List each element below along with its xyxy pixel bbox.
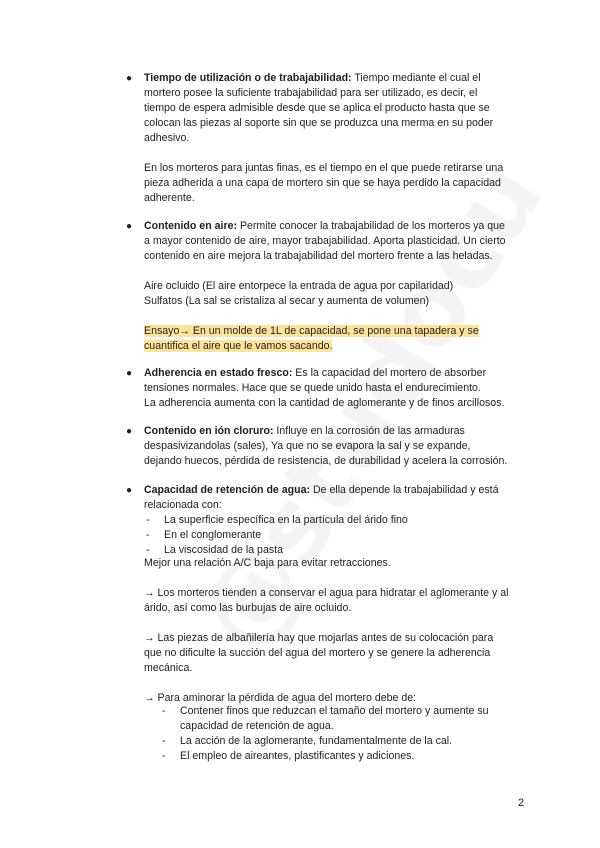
text-line: → Para aminorar la pérdida de agua del mortero debe de: bbox=[144, 692, 417, 704]
text-line: árido, así como las burbujas de aire ocluido. bbox=[144, 602, 352, 614]
section-adherencia bbox=[144, 366, 536, 411]
list-item: - El empleo de aireantes, plastificantes y adiciones. bbox=[162, 750, 415, 762]
list-item: - Contener finos que reduzcan el tamaño del mortero y aumente su bbox=[162, 705, 489, 717]
text-line: tiempo de espera admisible desde que se aplica el producto hasta que se bbox=[144, 102, 490, 114]
text-line: → Los morteros tienden a conservar el agua para hidratar el aglomerante y al bbox=[144, 587, 509, 599]
text-line: mecánica. bbox=[144, 662, 193, 674]
text-line: pieza adherida a una capa de mortero sin que se haya perdido la capacidad bbox=[144, 177, 501, 189]
text-line: que no dificulte la succión del agua del mortero y se genere la adherencia bbox=[144, 647, 491, 659]
highlighted-text: cuantifica el aire que le vamos sacando. bbox=[144, 340, 333, 352]
text-line: Mejor una relación A/C baja para evitar retracciones. bbox=[144, 557, 391, 569]
text-line: contenido en aire mejora la trabajabilidad del mortero frente a las heladas. bbox=[144, 250, 493, 262]
text-line: Sulfatos (La sal se cristaliza al secar y aumenta de volumen) bbox=[144, 295, 429, 307]
bullet-icon: ● bbox=[126, 73, 133, 84]
text-line: De ella depende la trabajabilidad y está bbox=[310, 484, 499, 496]
dash-list bbox=[146, 513, 408, 558]
bullet-icon: ● bbox=[126, 426, 133, 437]
page-number: 2 bbox=[518, 797, 525, 809]
text-line: Aire ocluido (El aire entorpece la entrada de agua por capilaridad) bbox=[144, 280, 454, 292]
text-line: Permite conocer la trabajabilidad de los morteros ya que bbox=[237, 220, 505, 232]
text-line: Influye en la corrosión de las armaduras bbox=[273, 425, 465, 437]
text-line: mortero posee la suficiente trabajabilidad para ser utilizado, es decir, el bbox=[144, 87, 478, 99]
text-line: En los morteros para juntas finas, es el tiempo en el que puede retirarse una bbox=[144, 162, 504, 174]
section-retencion-agua bbox=[144, 483, 536, 513]
text-line: tensiones normales. Hace que se quede unido hasta el endurecimiento. bbox=[144, 382, 481, 394]
section-title: Contenido en aire: bbox=[144, 220, 237, 232]
section-contenido-aire bbox=[144, 219, 536, 354]
text-line: Es la capacidad del mortero de absorber bbox=[292, 367, 487, 379]
list-item: - En el conglomerante bbox=[146, 529, 262, 541]
list-item: - La viscosidad de la pasta bbox=[146, 544, 283, 556]
section-title: Capacidad de retención de agua: bbox=[144, 484, 311, 496]
bullet-icon: ● bbox=[126, 368, 133, 379]
section-title: Tiempo de utilización o de trabajabilidad: bbox=[144, 72, 352, 84]
text-line: adherente. bbox=[144, 192, 195, 204]
text-line: La adherencia aumenta con la cantidad de aglomerante y de finos arcillosos. bbox=[144, 397, 505, 409]
text-line: colocan las piezas al soporte sin que se produzca una merma en su poder bbox=[144, 117, 494, 129]
text-line: adhesivo. bbox=[144, 132, 190, 144]
text-line: a mayor contenido de aire, mayor trabajabilidad. Aporta plasticidad. Un cierto bbox=[144, 235, 506, 247]
list-item: - La superficie específica en la partícula del árido fino bbox=[146, 514, 408, 526]
section-ion-cloruro bbox=[144, 424, 536, 469]
section-title: Contenido en ión cloruro: bbox=[144, 425, 274, 437]
text-line: dejando huecos, pérdida de resistencia, de durabilidad y acelera la corrosión. bbox=[144, 455, 508, 467]
section-retencion-agua-cont bbox=[144, 556, 536, 706]
text-line: relacionada con: bbox=[144, 499, 222, 511]
list-item-continuation: capacidad de retención de agua. bbox=[180, 720, 334, 732]
text-line: despasivizandolas (sales), Ya que no se evapora la sal y se expande, bbox=[144, 440, 471, 452]
text-line: Tiempo mediante el cual el bbox=[351, 72, 481, 84]
section-title: Adherencia en estado fresco: bbox=[144, 367, 293, 379]
bullet-icon: ● bbox=[126, 221, 133, 232]
dash-list bbox=[162, 704, 489, 764]
list-item: - La acción de la aglomerante, fundamentalmente de la cal. bbox=[162, 735, 453, 747]
text-line: → Las piezas de albañilería hay que mojarlas antes de su colocación para bbox=[144, 632, 494, 644]
section-trabajabilidad bbox=[144, 71, 536, 206]
bullet-icon: ● bbox=[126, 485, 133, 496]
highlighted-text: Ensayo→ En un molde de 1L de capacidad, se pone una tapadera y se bbox=[144, 325, 479, 337]
